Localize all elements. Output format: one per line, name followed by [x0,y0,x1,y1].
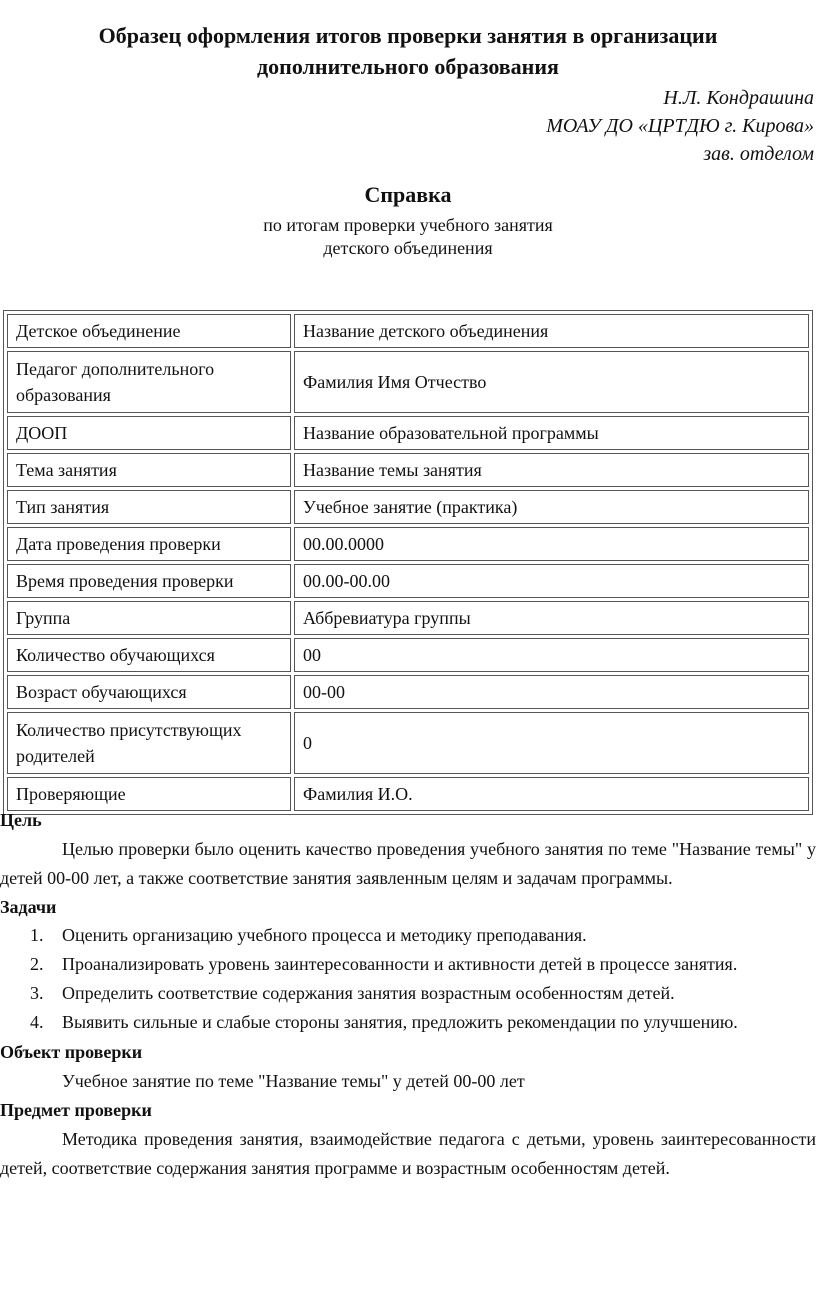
tasks-section-title: Задачи [0,897,57,917]
list-item [0,1009,816,1036]
list-item-text: Определить соответствие содержания занятия возрастным особенностям детей. [62,983,675,1003]
report-subheading-line-2: детского объединения [323,238,493,258]
row-label: Тип занятия [7,490,291,524]
row-label: Тема занятия [7,453,291,487]
info-table [3,310,813,815]
row-value: Название детского объединения [294,314,809,348]
row-label: Время проведения проверки [7,564,291,598]
row-label: Детское объединение [7,314,291,348]
row-value: 0 [294,712,809,774]
row-value: Фамилия И.О. [294,777,809,811]
subject-text: Методика проведения занятия, взаимодействие педагога с детьми, уровень заинтересованности детей, соответствие содержания занятия программе и возрастным особенностям детей. [0,1129,816,1178]
row-value: 00 [294,638,809,672]
list-item-number: 3. [30,983,44,1003]
list-item-text: Выявить сильные и слабые стороны занятия, предложить рекомендации по улучшению. [62,1012,738,1032]
document-title [30,20,786,82]
list-item-number: 1. [30,925,44,945]
table-row [7,527,809,561]
document-title-line-1: Образец оформления итогов проверки занятия в организации [98,23,718,48]
list-item [0,951,816,978]
table-row [7,490,809,524]
table-row [7,416,809,450]
row-label: Количество присутствующих родителей [7,712,291,774]
list-item-number: 4. [30,1012,44,1032]
document-title-line-2: дополнительного образования [257,54,559,79]
row-label: Дата проведения проверки [7,527,291,561]
list-item [0,980,816,1007]
row-label: Группа [7,601,291,635]
table-row [7,601,809,635]
author-block [546,84,814,168]
row-value: Название образовательной программы [294,416,809,450]
list-item-number: 2. [30,954,44,974]
table-row [7,638,809,672]
list-item-text: Проанализировать уровень заинтересованности и активности детей в процессе занятия. [62,954,738,974]
table-row [7,351,809,413]
goal-section-title: Цель [0,810,42,830]
row-value: Фамилия Имя Отчество [294,351,809,413]
table-row [7,675,809,709]
row-label: Возраст обучающихся [7,675,291,709]
row-value: 00.00-00.00 [294,564,809,598]
report-subheading-line-1: по итогам проверки учебного занятия [263,215,553,235]
report-heading: Справка [364,182,452,207]
table-row [7,314,809,348]
row-label: Педагог дополнительного образования [7,351,291,413]
author-position: зав. отделом [703,143,814,165]
goal-text: Целью проверки было оценить качество проведения учебного занятия по теме "Название темы" у детей 00-00 лет, а также соответствие занятия заявленным целям и задачам программы. [0,839,816,888]
subject-section-title: Предмет проверки [0,1100,152,1120]
row-label: Проверяющие [7,777,291,811]
row-value: Аббревиатура группы [294,601,809,635]
object-section-title: Объект проверки [0,1042,143,1062]
author-organization: МОАУ ДО «ЦРТДЮ г. Кирова» [546,115,814,137]
object-text: Учебное занятие по теме "Название темы" у детей 00-00 лет [62,1071,525,1091]
row-value: Учебное занятие (практика) [294,490,809,524]
list-item-text: Оценить организацию учебного процесса и методику преподавания. [62,925,587,945]
row-value: 00.00.0000 [294,527,809,561]
row-value: 00-00 [294,675,809,709]
report-subheading [0,214,816,260]
row-value: Название темы занятия [294,453,809,487]
row-label: Количество обучающихся [7,638,291,672]
report-body [0,806,816,1183]
author-name: Н.Л. Кондрашина [663,87,814,109]
table-row [7,712,809,774]
table-row [7,453,809,487]
row-label: ДООП [7,416,291,450]
table-row [7,564,809,598]
tasks-list [0,922,816,1036]
list-item [0,922,816,949]
